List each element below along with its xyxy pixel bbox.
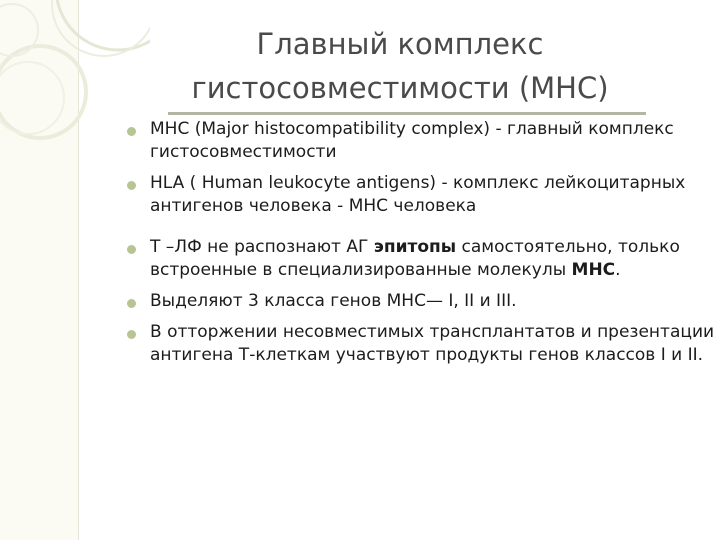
bullet-dot-icon xyxy=(127,330,136,339)
slide-title xyxy=(150,22,650,110)
bullet-item-rejection xyxy=(126,321,716,367)
bullet-dot-icon xyxy=(127,127,136,136)
bullet-text-before: Т –ЛФ не распознают АГ xyxy=(150,237,374,257)
bullet-text: Выделяют 3 класса генов MHC— I, II и III. xyxy=(150,291,517,311)
bullet-item-mhc xyxy=(126,118,716,164)
bullet-dot-icon xyxy=(127,245,136,254)
bullet-text: HLA ( Human leukocyte antigens) - комплекс лейкоцитарных антигенов человека - MHC человека xyxy=(150,173,686,216)
bullet-text-strong: эпитопы xyxy=(373,237,457,257)
bullet-item-hla xyxy=(126,172,716,218)
bullet-text: MHC (Major histocompatibility complex) - главный комплекс гистосовместимости xyxy=(150,119,674,162)
bullet-item-epitopes xyxy=(126,236,716,282)
bullet-dot-icon xyxy=(127,181,136,190)
slide-title-line1: Главный комплекс xyxy=(256,27,544,61)
bullet-dot-icon xyxy=(127,299,136,308)
bullet-text-strong-mhc: MHC xyxy=(571,260,616,280)
bullet-list xyxy=(126,118,716,367)
title-underline xyxy=(168,112,646,115)
bullet-text: В отторжении несовместимых трансплантатов и презентации антигена Т-клеткам участвуют продукты генов классов I и II. xyxy=(150,322,715,365)
bullet-text-after: . xyxy=(615,260,621,280)
bullet-text-middle: самостоятельно, только встроенные в специализированные молекулы xyxy=(150,237,680,280)
slide-title-line2: гистосовместимости (MHC) xyxy=(191,71,609,105)
bullet-item-classes xyxy=(126,290,716,313)
